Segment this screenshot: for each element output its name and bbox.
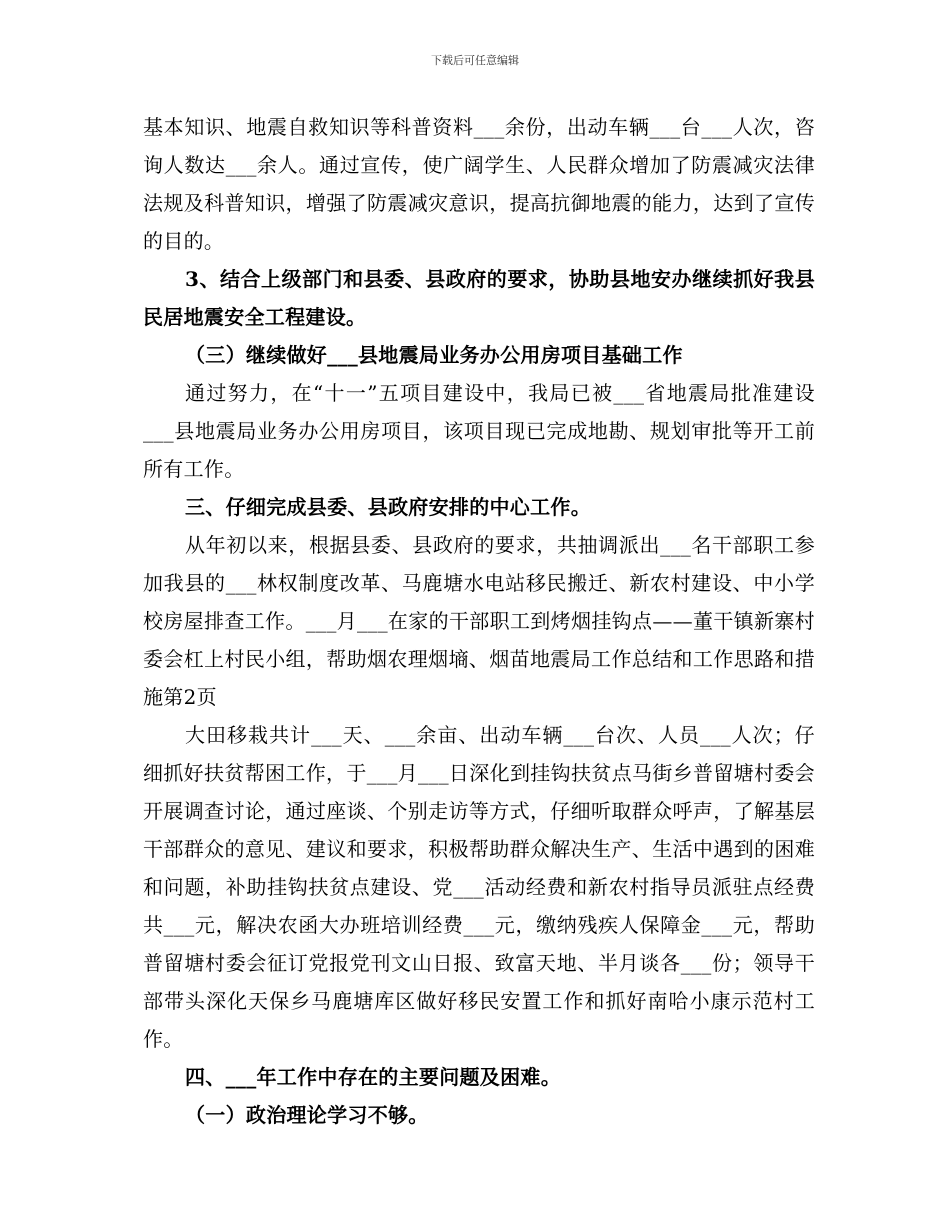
- paragraph-outreach-summary: 基本知识、地震自救知识等科普资料___余份，出动车辆___台___人次，咨询人数达___余人。通过宣传，使广阔学生、人民群众增加了防震减灾法律法规及科普知识，增强了防震减灾意识，提高抗御地震的能力，达到了宣传的目的。: [143, 115, 815, 253]
- paragraph-subsection-3-heading: （三）继续做好___县地震局业务办公用房项目基础工作: [185, 343, 683, 367]
- paragraph-poverty-relief: 大田移栽共计___天、___余亩、出动车辆___台次、人员___人次；仔细抓好扶贫帮困工作，于___月___日深化到挂钩扶贫点马街乡普留塘村委会开展调查讨论，通过座谈、个别走访等方式，仔细听取群众呼声，了解基层干部群众的意见、建议和要求，积极帮助群众解决生产、生活中遇到的困难和问题，补助挂钩扶贫点建设、党___活动经费和新农村指导员派驻点经费共___元，解决农函大办班培训经费___元，缴纳残疾人保障金___元，帮助普留塘村委会征订党报党刊文山日报、致富天地、半月谈各___份；领导干部带头深化天保乡马鹿塘库区做好移民安置工作和抓好南哈小康示范村工作。: [143, 723, 815, 1051]
- document-body: [143, 108, 815, 1134]
- paragraph-subsection-1-heading: （一）政治理论学习不够。: [185, 1103, 429, 1127]
- paragraph-section-4-heading: 四、___年工作中存在的主要问题及困难。: [185, 1065, 561, 1089]
- paragraph-section-3-heading: 三、仔细完成县委、县政府安排的中心工作。: [185, 495, 591, 519]
- paragraph-office-project: 通过努力，在“十一”五项目建设中，我局已被___省地震局批准建设___县地震局业务办公用房项目，该项目现已完成地勘、规划审批等开工前所有工作。: [143, 381, 815, 481]
- paragraph-item-3-heading: 3、结合上级部门和县委、县政府的要求，协助县地安办继续抓好我县民居地震安全工程建设。: [143, 267, 815, 329]
- paragraph-central-work: 从年初以来，根据县委、县政府的要求，共抽调派出___名干部职工参加我县的___林权制度改革、马鹿塘水电站移民搬迁、新农村建设、中小学校房屋排查工作。___月___在家的干部职工到烤烟挂钩点——董干镇新寨村委会杠上村民小组，帮助烟农理烟墒、烟苗地震局工作总结和工作思路和措施第2页: [143, 533, 815, 709]
- page-header-note: 下载后可任意编辑: [431, 54, 519, 67]
